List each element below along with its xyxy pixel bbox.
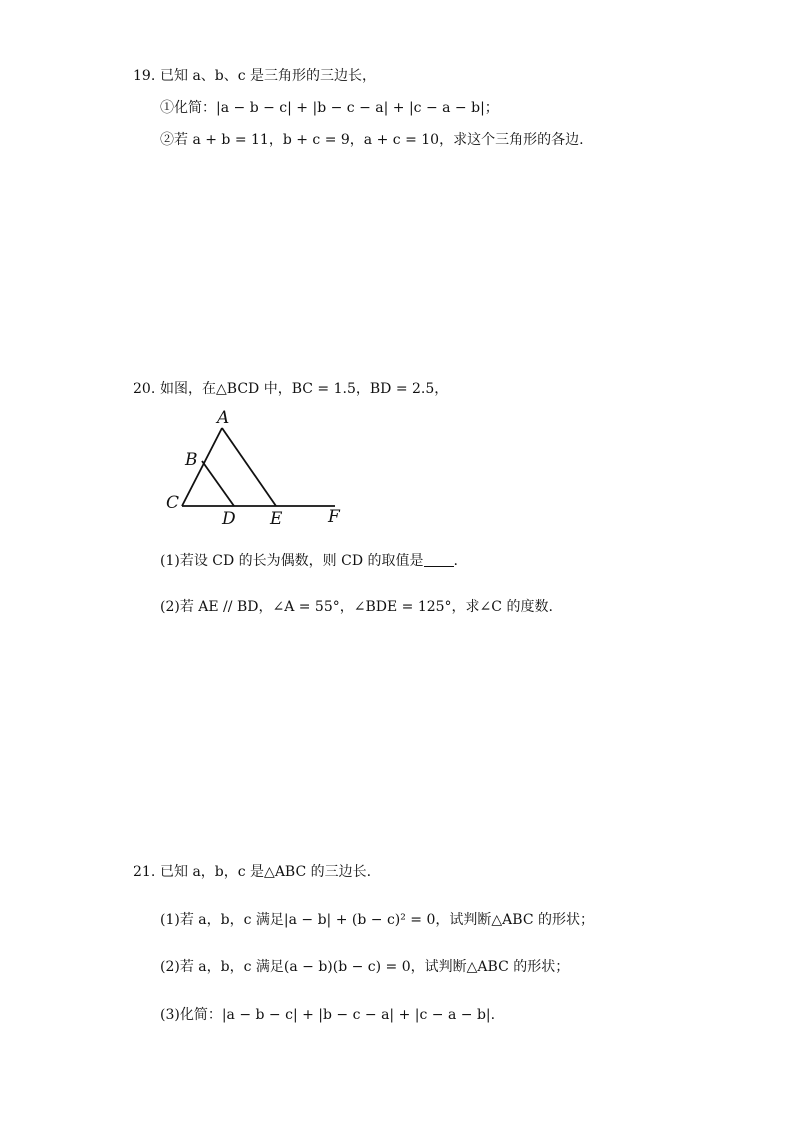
q19-number: 19. <box>133 68 156 84</box>
q20-part1-text: (1)若设 CD 的长为偶数，则 CD 的取值是 <box>160 553 424 569</box>
label-b: B <box>185 450 198 470</box>
triangle-figure <box>160 400 360 530</box>
label-c: C <box>166 493 180 513</box>
q21-number: 21. <box>133 864 156 880</box>
q21-intro: 已知 a，b，c 是△ABC 的三边长. <box>160 864 372 880</box>
q20-part1 <box>160 552 458 570</box>
label-e: E <box>270 509 283 529</box>
q21-part2: (2)若 a，b，c 满足(a − b)(b − c) = 0，试判断△ABC 的形状； <box>160 959 570 975</box>
q20-number: 20. <box>133 381 156 397</box>
label-d: D <box>222 509 236 529</box>
q19-intro: 已知 a、b、c 是三角形的三边长， <box>160 68 377 84</box>
line-b-d <box>202 461 234 506</box>
line-a-e <box>222 428 276 506</box>
label-f: F <box>328 507 340 527</box>
q21-part3: (3)化简：|a − b − c| + |b − c − a| + |c − a − b|. <box>160 1007 496 1023</box>
q19-part2: ②若 a + b = 11，b + c = 9，a + c = 10，求这个三角形的各边. <box>160 132 584 148</box>
q21-part1: (1)若 a，b，c 满足|a − b| + (b − c)² = 0，试判断△ABC 的形状； <box>160 912 594 928</box>
q20-part2: (2)若 AE // BD，∠A = 55°，∠BDE = 125°，求∠C 的度数. <box>160 599 553 615</box>
label-a: A <box>217 408 230 428</box>
q19-part1: ①化简：|a − b − c| + |b − c − a| + |c − a − b|； <box>160 100 499 116</box>
q20-intro: 如图，在△BCD 中，BC = 1.5，BD = 2.5， <box>160 381 449 397</box>
q20-part1-end: . <box>453 553 458 569</box>
answer-blank <box>424 554 454 567</box>
